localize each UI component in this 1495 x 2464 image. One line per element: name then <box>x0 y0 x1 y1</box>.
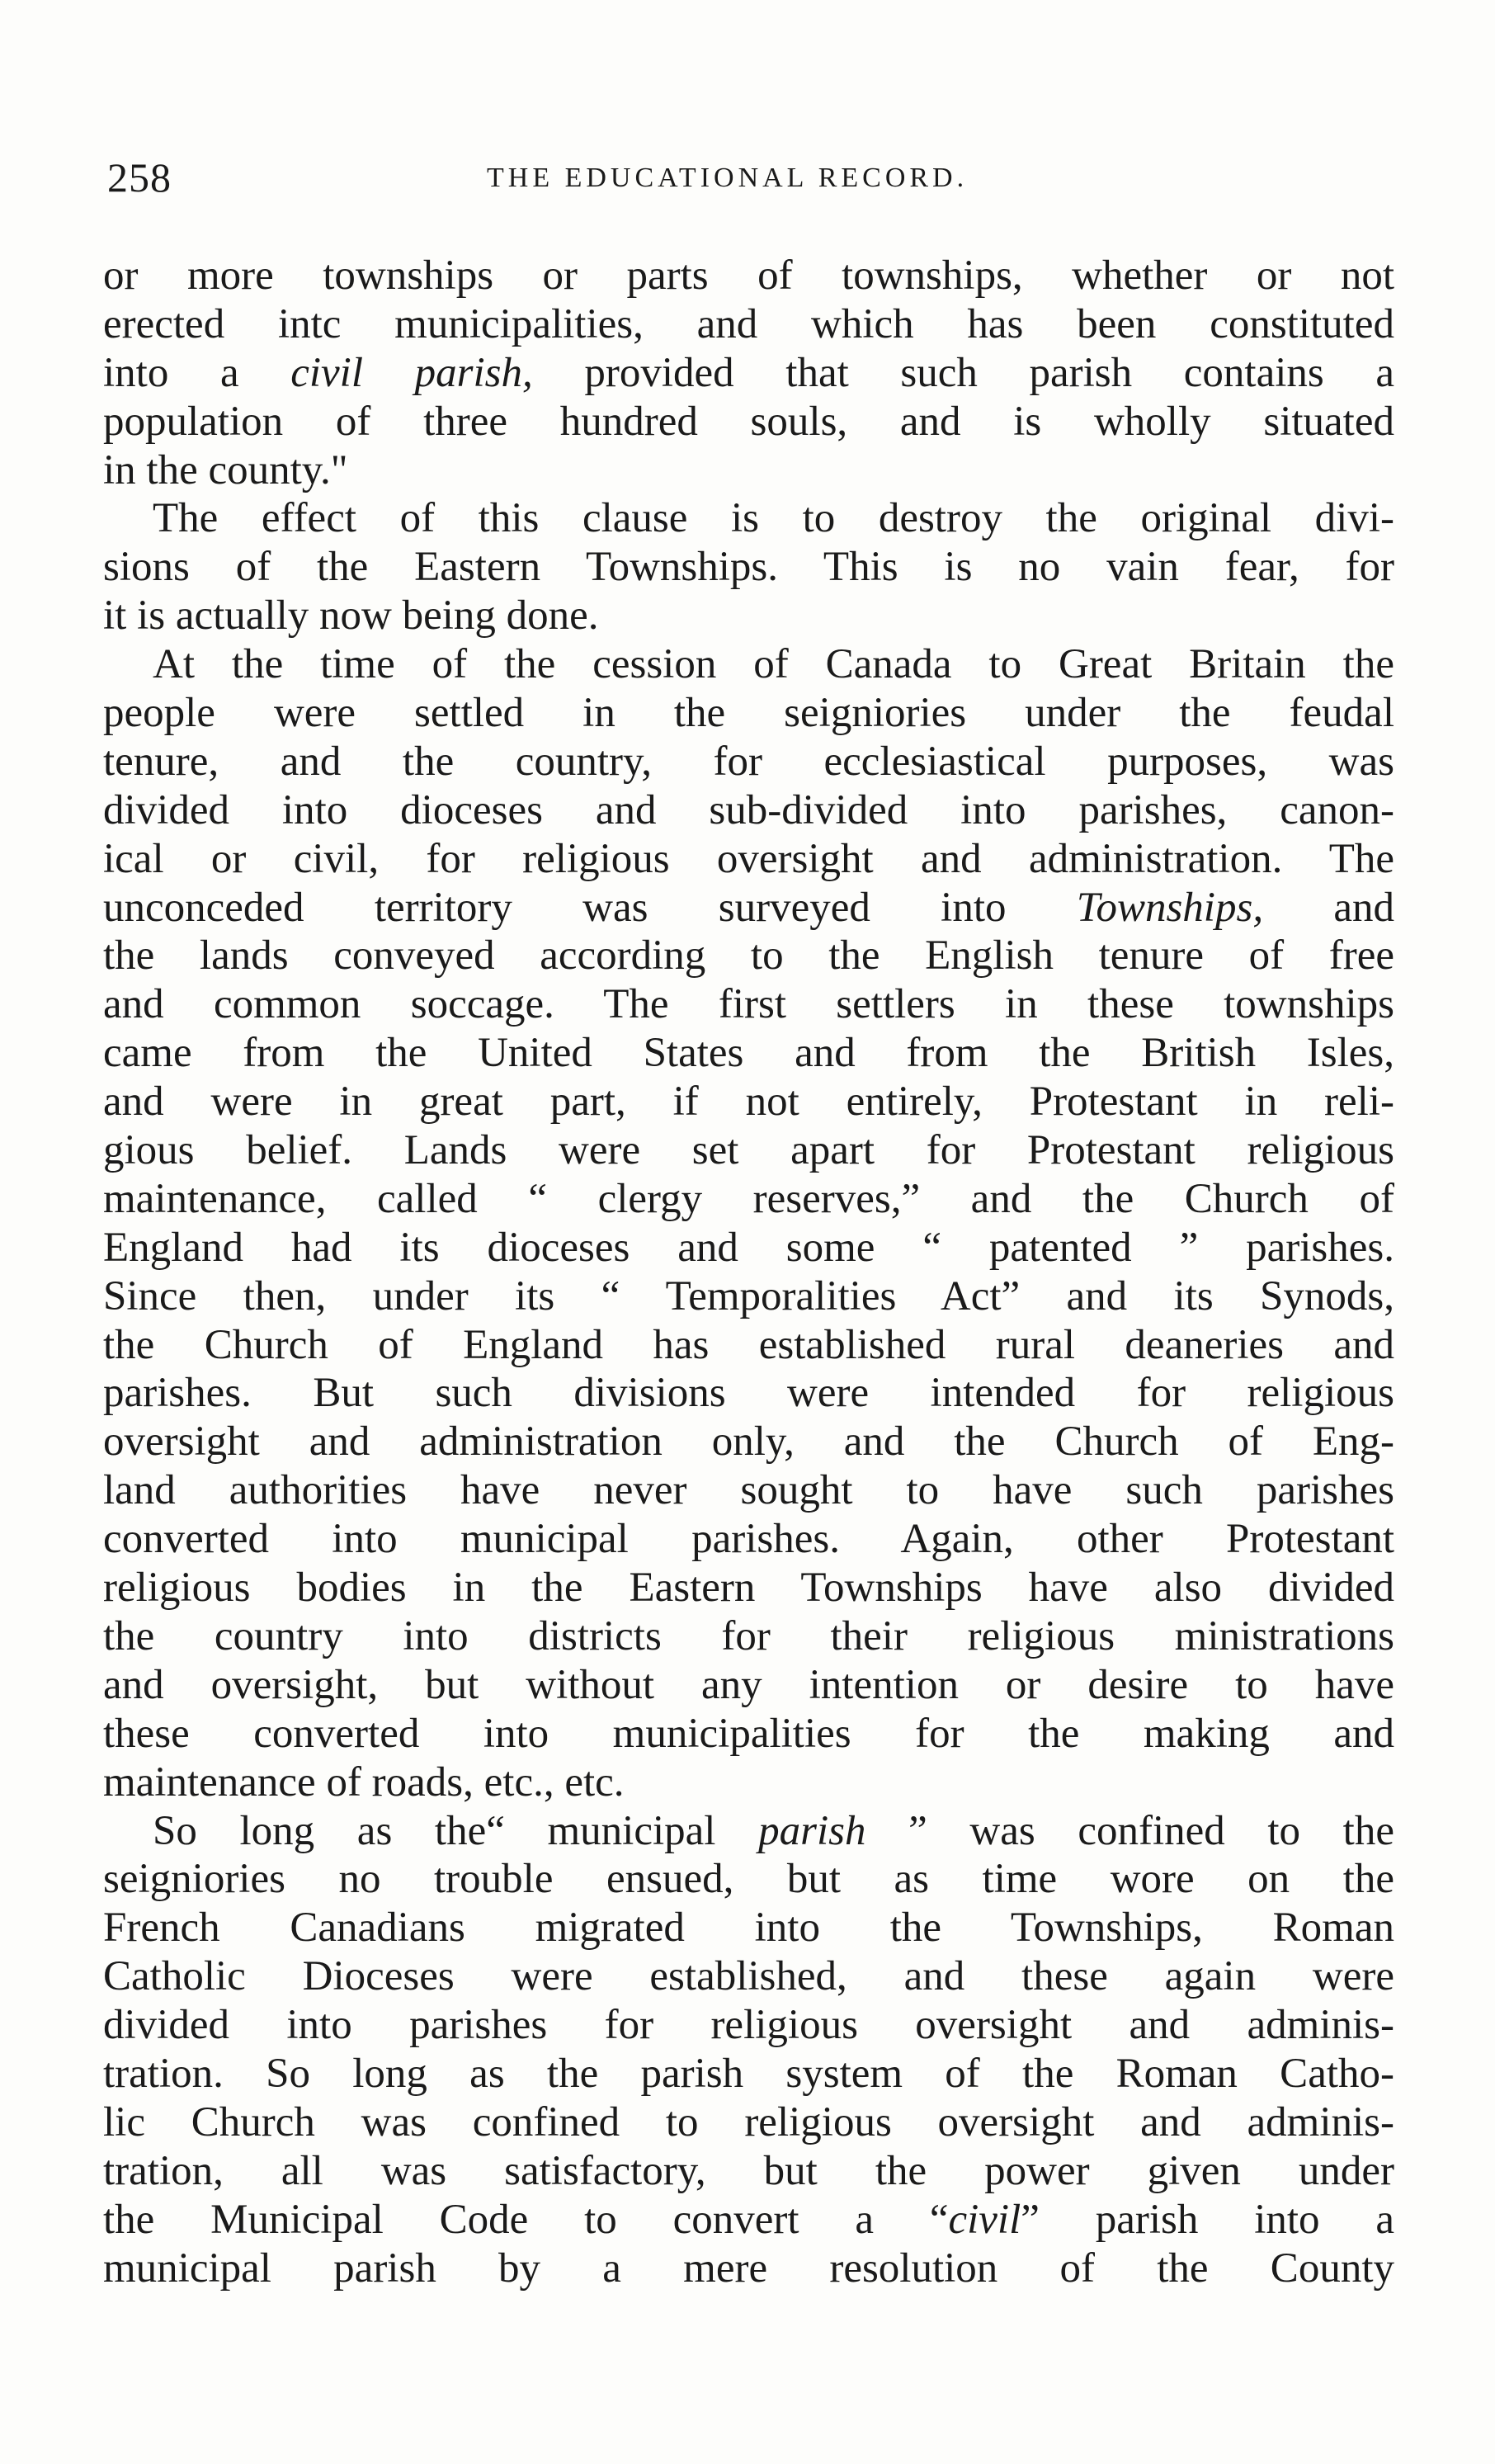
text-line <box>103 543 1394 592</box>
text-line <box>103 1952 1394 2001</box>
text-segment: and were in great part, if not entirely, Protestant in reli- <box>103 1079 1394 1126</box>
text-segment: Since then, under its “ Temporalities Act” and its Synods, <box>103 1272 1394 1319</box>
text-segment: and oversight, but without any intention or desire to have <box>103 1661 1394 1708</box>
text-segment: provided that such parish contains a <box>532 349 1394 396</box>
text-segment: and <box>1263 884 1394 931</box>
text-segment: these converted into municipalities for the making and <box>103 1710 1394 1757</box>
text-segment: gious belief. Lands were set apart for Protestant religious <box>103 1127 1394 1174</box>
text-line <box>103 1904 1394 1952</box>
text-line <box>103 1758 1394 1807</box>
page-header <box>107 153 1394 202</box>
text-segment: ” was confined to the <box>865 1807 1394 1854</box>
text-line <box>103 689 1394 738</box>
text-line <box>103 738 1394 786</box>
text-line <box>103 1855 1394 1904</box>
text-line <box>103 494 1394 543</box>
text-line <box>103 1807 1394 1856</box>
text-line <box>103 1175 1394 1224</box>
text-segment: population of three hundred souls, and is wholly situated <box>103 398 1394 445</box>
text-segment: the lands conveyed according to the English tenure of free <box>103 932 1394 979</box>
text-line <box>103 2147 1394 2196</box>
text-line <box>103 1272 1394 1321</box>
text-line <box>103 446 1394 495</box>
running-head: THE EDUCATIONAL RECORD. <box>487 163 969 193</box>
text-line <box>103 1126 1394 1175</box>
text-line <box>103 2245 1394 2293</box>
text-line <box>103 349 1394 398</box>
text-segment: So long as the“ municipal <box>153 1807 759 1854</box>
text-line <box>103 1369 1394 1418</box>
text-segment: municipal parish by a mere resolution of the County <box>103 2245 1394 2292</box>
text-segment: divided into dioceses and sub-divided into parishes, canon- <box>103 786 1394 833</box>
text-segment: and common soccage. The first settlers in these townships <box>103 981 1394 1028</box>
text-line <box>103 1612 1394 1661</box>
text-segment: divided into parishes for religious oversight and adminis- <box>103 2002 1394 2049</box>
text-segment: Catholic Dioceses were established, and these again were <box>103 1953 1394 2000</box>
text-line <box>103 300 1394 349</box>
text-segment: oversight and administration only, and the Church of Eng- <box>103 1418 1394 1466</box>
text-line <box>103 1661 1394 1710</box>
text-segment: lic Church was confined to religious oversight and adminis- <box>103 2098 1394 2145</box>
text-segment: or more townships or parts of townships, whether or not <box>103 253 1394 299</box>
text-line <box>103 2001 1394 2050</box>
text-line <box>103 1078 1394 1126</box>
text-segment: unconceded territory was surveyed into <box>103 884 1077 931</box>
text-line <box>103 1710 1394 1758</box>
text-segment: maintenance of roads, etc., etc. <box>103 1758 625 1806</box>
text-segment: into a <box>103 349 291 396</box>
text-line <box>103 1224 1394 1272</box>
text-segment: in the county." <box>103 446 348 493</box>
text-segment: ” parish into a <box>1021 2196 1394 2243</box>
italic-text: Townships, <box>1076 884 1264 931</box>
text-segment: religious bodies in the Eastern Townships have also divided <box>103 1565 1394 1612</box>
body-text <box>103 252 1394 2292</box>
text-segment: the Church of England has established rural deaneries and <box>103 1321 1394 1368</box>
text-segment: came from the United States and from the British Isles, <box>103 1030 1394 1077</box>
text-line <box>103 1029 1394 1078</box>
text-line <box>103 1466 1394 1515</box>
text-segment: land authorities have never sought to have such parishes <box>103 1467 1394 1514</box>
text-segment: seigniories no trouble ensued, but as time wore on the <box>103 1856 1394 1903</box>
text-line <box>103 592 1394 640</box>
text-segment: the country into districts for their religious ministrations <box>103 1612 1394 1659</box>
text-line <box>103 2098 1394 2147</box>
text-segment: tration. So long as the parish system of the Roman Catho- <box>103 2050 1394 2097</box>
text-line <box>103 252 1394 300</box>
text-line <box>103 2196 1394 2245</box>
text-segment: sions of the Eastern Townships. This is no vain fear, for <box>103 544 1394 591</box>
page-number: 258 <box>107 154 172 201</box>
text-segment: converted into municipal parishes. Again, other Protestant <box>103 1516 1394 1563</box>
text-line <box>103 398 1394 446</box>
text-line <box>103 1321 1394 1370</box>
italic-text: parish <box>758 1807 866 1854</box>
text-line <box>103 1515 1394 1564</box>
text-segment: ical or civil, for religious oversight and administration. The <box>103 835 1394 882</box>
text-segment: At the time of the cession of Canada to Great Britain the <box>153 641 1394 688</box>
text-segment: tration, all was satisfactory, but the power given under <box>103 2147 1394 2194</box>
text-segment: The effect of this clause is to destroy the original divi- <box>153 495 1394 542</box>
text-segment: it is actually now being done. <box>103 592 599 640</box>
italic-text: civil <box>948 2196 1021 2243</box>
text-line <box>103 835 1394 884</box>
text-segment: erected intc municipalities, and which has been constituted <box>103 300 1394 347</box>
italic-text: civil parish, <box>290 349 533 396</box>
text-line <box>103 884 1394 932</box>
text-segment: French Canadians migrated into the Townships, Roman <box>103 1905 1394 1952</box>
text-line <box>103 786 1394 835</box>
text-line <box>103 640 1394 689</box>
text-line <box>103 2050 1394 2098</box>
text-line <box>103 932 1394 980</box>
text-line <box>103 1418 1394 1466</box>
text-segment: tenure, and the country, for ecclesiastical purposes, was <box>103 738 1394 785</box>
text-segment: parishes. But such divisions were intended for religious <box>103 1370 1394 1417</box>
text-segment: England had its dioceses and some “ patented ” parishes. <box>103 1224 1394 1271</box>
text-segment: maintenance, called “ clergy reserves,” and the Church of <box>103 1175 1394 1222</box>
text-segment: people were settled in the seigniories under the feudal <box>103 690 1394 737</box>
text-line <box>103 1564 1394 1612</box>
text-segment: the Municipal Code to convert a “ <box>103 2196 949 2243</box>
text-line <box>103 980 1394 1029</box>
